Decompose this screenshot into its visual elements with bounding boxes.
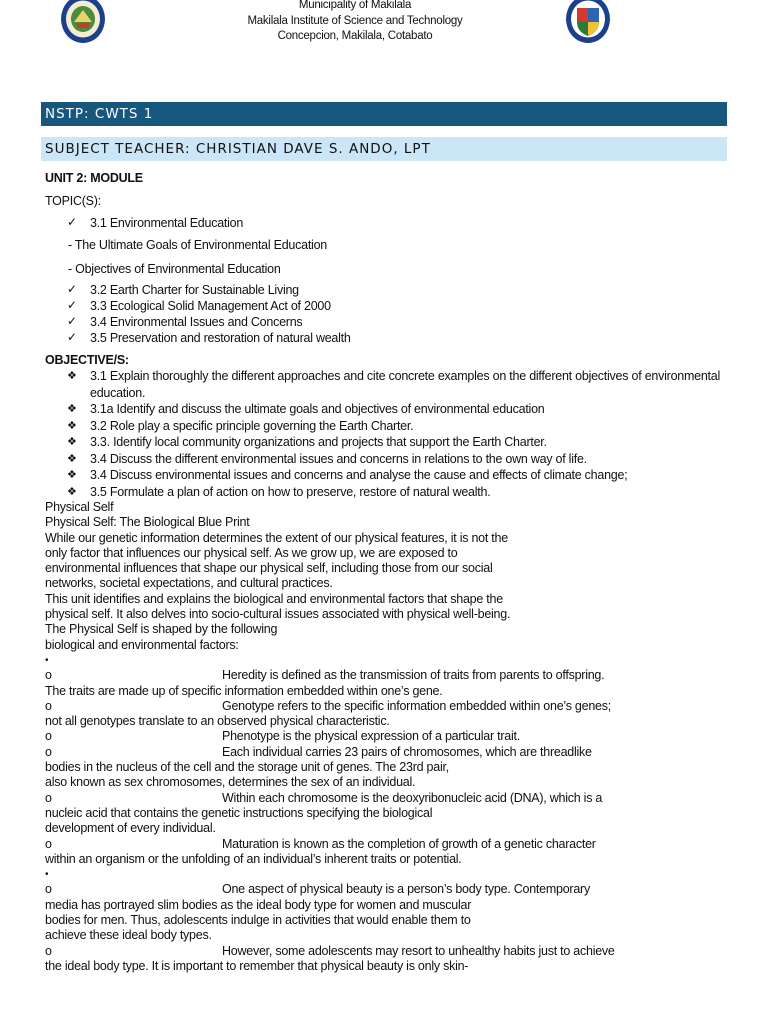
paragraph-line: biological and environmental factors:: [45, 637, 239, 652]
header-institute: Makilala Institute of Science and Technology: [247, 14, 463, 27]
sub-item-text: However, some adolescents may resort to unhealthy habits just to achieve: [222, 943, 615, 958]
diamond-bullet-icon: ❖: [67, 403, 77, 415]
objectives-label: OBJECTIVE/S:: [45, 353, 129, 367]
objective-item: [45, 368, 720, 401]
nstp-band: NSTP: CWTS 1: [41, 102, 727, 126]
environmental-factors-list: [45, 882, 720, 974]
objective-item: [45, 401, 720, 418]
bullet-marker: •: [45, 869, 49, 881]
topic-label: 3.3 Ecological Solid Management Act of 2000: [90, 299, 331, 313]
topic-list: [45, 282, 720, 346]
objective-item: [45, 484, 720, 501]
objective-label: 3.4 Discuss the different environmental issues and concerns in relations to the own way of life.: [90, 451, 587, 466]
intro-paragraph: [45, 531, 720, 653]
sub-item-continuation: media has portrayed slim bodies as the ideal body type for women and muscular: [45, 897, 472, 912]
check-icon: ✓: [67, 298, 77, 312]
sub-item-continuation: development of every individual.: [45, 821, 216, 836]
header-address: Concepcion, Makilala, Cotabato: [277, 30, 433, 42]
sub-item-line: [45, 699, 720, 714]
sub-item-line: [45, 745, 720, 760]
section-title: Physical Self: [45, 500, 114, 514]
diamond-bullet-icon: ❖: [67, 419, 77, 432]
municipality-seal-icon: [60, 0, 106, 44]
sub-item-marker: o: [45, 668, 52, 683]
sub-item-text: One aspect of physical beauty is a person’s body type. Contemporary: [222, 882, 590, 897]
sub-item-marker: o: [45, 744, 52, 759]
topic-label: 3.2 Earth Charter for Sustainable Living: [90, 283, 299, 297]
objective-item: [45, 434, 720, 451]
sub-item-marker: o: [45, 698, 52, 713]
header-municipality: Municipality of Makilala: [298, 0, 412, 11]
sub-item-text: Phenotype is the physical expression of a particular trait.: [222, 729, 520, 744]
check-icon: ✓: [67, 282, 77, 296]
subject-teacher-band: SUBJECT TEACHER: CHRISTIAN DAVE S. ANDO, LPT: [41, 137, 727, 161]
sub-item-continuation: nucleic acid that contains the genetic instructions specifying the biological: [45, 805, 433, 820]
check-icon: ✓: [67, 215, 77, 229]
sub-item-marker: o: [45, 943, 52, 958]
objective-label: 3.3. Identify local community organizations and projects that support the Earth Charter.: [90, 435, 547, 449]
diamond-bullet-icon: ❖: [67, 485, 77, 498]
check-icon: ✓: [67, 330, 77, 344]
objective-list: [45, 368, 720, 500]
topics-label: TOPIC(S):: [45, 194, 101, 208]
document-header: [0, 0, 768, 48]
sub-item-line: [45, 944, 720, 959]
module-content: [45, 167, 720, 974]
paragraph-line: networks, societal expectations, and cultural practices.: [45, 576, 333, 591]
topic-item: [45, 282, 720, 298]
diamond-bullet-icon: ❖: [67, 436, 77, 448]
paragraph-line: physical self. It also delves into socio-cultural issues associated with physical well-being.: [45, 607, 511, 622]
paragraph-line: only factor that influences our physical self. As we grow up, we are exposed to: [45, 545, 458, 560]
sub-item-continuation: The traits are made up of specific information embedded within one’s gene.: [45, 683, 443, 698]
sub-item-text: Heredity is defined as the transmission of traits from parents to offspring.: [222, 668, 605, 683]
diamond-bullet-icon: ❖: [67, 469, 77, 481]
topic-item: [45, 314, 720, 330]
biological-factors-list: [45, 668, 720, 867]
section-subtitle: Physical Self: The Biological Blue Print: [45, 515, 250, 530]
topic-label: 3.5 Preservation and restoration of natural wealth: [90, 331, 351, 345]
sub-item-line: [45, 837, 720, 852]
objective-item: [45, 467, 720, 484]
objective-item: [45, 451, 720, 468]
paragraph-line: environmental influences that shape our physical self, including those from our social: [45, 561, 493, 576]
sub-item-text: Maturation is known as the completion of growth of a genetic character: [222, 836, 596, 851]
sub-item-continuation: bodies for men. Thus, adolescents indulge in activities that would enable them to: [45, 913, 471, 928]
sub-item-continuation: not all genotypes translate to an observed physical characteristic.: [45, 714, 390, 729]
sub-item-line: [45, 882, 720, 897]
topic-label: 3.4 Environmental Issues and Concerns: [90, 315, 303, 329]
objective-label: 3.1 Explain thoroughly the different approaches and cite concrete examples on the different objectives of environmental education.: [90, 369, 720, 400]
sub-item-continuation: the ideal body type. It is important to remember that physical beauty is only skin-: [45, 958, 469, 973]
sub-item-text: Within each chromosome is the deoxyribonucleic acid (DNA), which is a: [222, 790, 603, 805]
objective-label: 3.1a Identify and discuss the ultimate goals and objectives of environmental education: [90, 402, 545, 416]
topic-subitem: - Objectives of Environmental Education: [68, 262, 281, 276]
objective-label: 3.2 Role play a specific principle governing the Earth Charter.: [90, 418, 414, 433]
paragraph-line: This unit identifies and explains the biological and environmental factors that shape the: [45, 591, 503, 606]
sub-item-continuation: achieve these ideal body types.: [45, 928, 212, 943]
sub-item-line: [45, 791, 720, 806]
sub-item-continuation: within an organism or the unfolding of an individual’s inherent traits or potential.: [45, 851, 462, 866]
sub-item-text: Genotype refers to the specific information embedded within one’s genes;: [222, 698, 611, 713]
objective-item: [45, 418, 720, 435]
diamond-bullet-icon: ❖: [67, 452, 77, 465]
sub-item-line: [45, 668, 720, 683]
sub-item-marker: o: [45, 729, 52, 744]
sub-item-line: [45, 729, 720, 744]
objective-label: 3.4 Discuss environmental issues and concerns and analyse the cause and effects of climate change;: [90, 468, 628, 482]
sub-item-marker: o: [45, 836, 52, 851]
paragraph-line: While our genetic information determines the extent of our physical features, it is not the: [45, 530, 508, 545]
diamond-bullet-icon: ❖: [67, 370, 77, 382]
body-text: [45, 500, 720, 974]
institute-seal-icon: [565, 0, 611, 44]
bullet-marker: •: [45, 654, 49, 666]
sub-item-continuation: also known as sex chromosomes, determines the sex of an individual.: [45, 775, 416, 790]
check-icon: ✓: [67, 314, 77, 328]
paragraph-line: The Physical Self is shaped by the following: [45, 622, 278, 637]
unit-heading: UNIT 2: MODULE: [45, 171, 143, 185]
topic-item: [45, 330, 720, 346]
sub-item-text: Each individual carries 23 pairs of chromosomes, which are threadlike: [222, 744, 592, 759]
topic-item: ✓ 3.1 Environmental Education: [67, 215, 244, 230]
topic-subitem: - The Ultimate Goals of Environmental Education: [68, 238, 327, 252]
sub-item-continuation: bodies in the nucleus of the cell and the storage unit of genes. The 23rd pair,: [45, 760, 449, 775]
topic-item: [45, 298, 720, 314]
objective-label: 3.5 Formulate a plan of action on how to preserve, restore of natural wealth.: [90, 484, 491, 499]
sub-item-marker: o: [45, 790, 52, 805]
sub-item-marker: o: [45, 882, 52, 897]
